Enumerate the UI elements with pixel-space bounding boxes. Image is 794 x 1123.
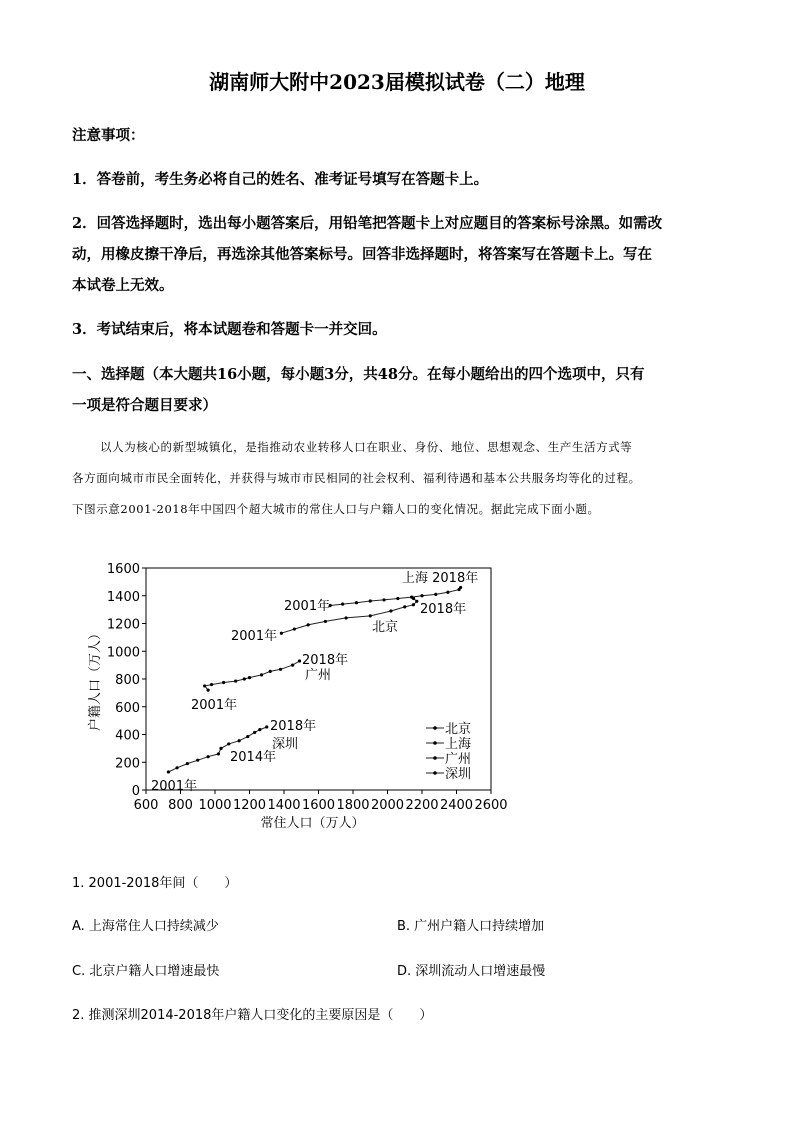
section-heading-line-1: 一、选择题（本大题共16小题，每小题3分，共48分。在每小题给出的四个选项中，只有 [72, 366, 645, 383]
chart-annotation: 2014年 [230, 750, 277, 765]
y-axis-label: 户籍人口（万人） [88, 626, 103, 732]
series-0-point [369, 614, 372, 617]
y-tick-label: 1200 [106, 617, 140, 633]
chart-annotation: 2018年 [270, 719, 317, 734]
series-2-point [269, 670, 272, 673]
passage-line-2: 各方面向城市市民全面转化，并获得与城市市民相同的社会权利、福利待遇和基本公共服务均等化的过程。 [72, 471, 641, 485]
legend-label: 北京 [445, 722, 472, 737]
legend-marker [433, 726, 437, 730]
y-tick-label: 0 [131, 784, 140, 799]
chart-annotation: 北京 [372, 620, 399, 635]
legend-marker [433, 771, 437, 775]
x-tick-label: 800 [168, 798, 193, 813]
series-0-point [324, 620, 327, 623]
series-2-point [222, 681, 225, 684]
series-3-point [238, 739, 241, 742]
series-3-point [265, 725, 268, 728]
series-2-point [243, 677, 246, 680]
series-0-point [345, 616, 348, 619]
y-tick-label: 600 [115, 700, 140, 716]
series-3-point [186, 762, 189, 765]
passage-line-3: 下图示意2001-2018年中国四个超大城市的常住人口与户籍人口的变化情况。据此完成下面小题。 [72, 502, 600, 516]
series-3-point [167, 770, 170, 773]
y-tick-label: 400 [115, 728, 140, 744]
series-0-point [293, 627, 296, 630]
x-tick-label: 2400 [439, 798, 474, 813]
series-1-point [434, 593, 437, 596]
series-1-point [396, 597, 399, 600]
y-tick-label: 200 [115, 756, 140, 772]
series-3-point [207, 755, 210, 758]
x-tick-label: 1600 [301, 798, 336, 813]
series-0-point [415, 600, 418, 603]
series-2-point [210, 683, 213, 686]
series-1-point [459, 586, 462, 589]
x-tick-label: 1800 [336, 798, 370, 813]
series-0-point [280, 632, 283, 635]
series-1-point [382, 598, 385, 601]
series-0-point [412, 603, 415, 606]
series-2-point [207, 689, 210, 692]
series-1-point [355, 601, 358, 604]
x-tick-label: 1000 [198, 798, 232, 813]
y-tick-label: 1400 [106, 589, 140, 605]
chart-annotation: 广州 [305, 668, 332, 683]
question-1-option-d: D. 深圳流动人口增速最慢 [397, 964, 546, 979]
legend-marker [433, 741, 437, 745]
legend-label: 深圳 [445, 767, 472, 782]
chart-annotation: 2001年 [151, 779, 198, 794]
question-1-option-c: C. 北京户籍人口增速最快 [72, 964, 220, 979]
series-2-point [203, 684, 206, 687]
series-0-point [307, 623, 310, 626]
passage-line-1: 以人为核心的新型城镇化，是指推动农业转移人口在职业、身份、地位、思想观念、生产生活方式等 [100, 440, 633, 454]
series-3-point [175, 766, 178, 769]
x-tick-label: 600 [133, 798, 159, 813]
series-line-2 [205, 661, 300, 690]
series-0-point [403, 605, 406, 608]
series-3-point [217, 752, 220, 755]
chart-annotation: 上海 2018年 [402, 571, 479, 586]
series-1-point [420, 594, 423, 597]
series-3-point [227, 742, 230, 745]
chart-annotation: 2001年 [284, 599, 331, 614]
y-tick-label: 800 [115, 673, 140, 688]
chart-annotation: 2001年 [191, 698, 238, 713]
x-axis-label: 常住人口（万人） [260, 816, 365, 831]
chart-annotation: 2018年 [420, 602, 467, 617]
series-3-point [246, 735, 249, 738]
series-1-point [446, 591, 449, 594]
chart-annotation: 2001年 [231, 629, 278, 644]
series-3-point [258, 728, 261, 731]
series-3-point [219, 747, 222, 750]
series-3-point [196, 759, 199, 762]
series-2-point [260, 673, 263, 676]
population-chart [0, 555, 794, 845]
notes-heading: 注意事项： [72, 127, 145, 144]
legend-marker [433, 756, 437, 760]
series-2-point [248, 676, 251, 679]
question-1-option-b: B. 广州户籍人口持续增加 [397, 919, 545, 934]
question-1-option-a: A. 上海常住人口持续减少 [72, 919, 219, 934]
chart-annotation: 2018年 [302, 653, 349, 668]
notes-item-2-line-1: 2．回答选择题时，选出每小题答案后，用铅笔把答题卡上对应题目的答案标号涂黑。如需改 [72, 215, 663, 232]
series-0-point [389, 609, 392, 612]
x-tick-label: 1400 [267, 798, 301, 813]
x-tick-label: 2600 [474, 798, 508, 813]
notes-item-2-line-3: 本试卷上无效。 [72, 277, 174, 294]
x-tick-label: 2200 [405, 798, 439, 813]
page-title: 湖南师大附中2023届模拟试卷（二）地理 [209, 70, 585, 94]
series-2-point [279, 668, 282, 671]
series-2-point [298, 659, 301, 662]
series-3-point [253, 731, 256, 734]
series-2-point [291, 664, 294, 667]
legend-label: 上海 [445, 737, 472, 752]
notes-item-3: 3．考试结束后，将本试题卷和答题卡一并交回。 [72, 321, 387, 338]
legend-label: 广州 [445, 752, 472, 767]
y-tick-label: 1000 [106, 645, 140, 661]
chart-annotation: 深圳 [272, 737, 299, 752]
notes-item-1: 1．答卷前，考生务必将自己的姓名、准考证号填写在答题卡上。 [72, 171, 489, 188]
question-2-stem: 2. 推测深圳2014-2018年户籍人口变化的主要原因是（ ） [72, 1008, 433, 1023]
notes-item-2-line-2: 动，用橡皮擦干净后，再选涂其他答案标号。回答非选择题时，将答案写在答题卡上。写在 [72, 246, 652, 263]
x-tick-label: 1200 [232, 798, 267, 813]
series-2-point [234, 679, 237, 682]
series-1-point [341, 602, 344, 605]
x-tick-label: 2000 [370, 798, 405, 813]
section-heading-line-2: 一项是符合题目要求） [72, 397, 217, 414]
series-1-point [369, 599, 372, 602]
series-1-point [410, 596, 413, 599]
y-tick-label: 1600 [106, 562, 140, 577]
question-1-stem: 1. 2001-2018年间（ ） [72, 876, 238, 891]
